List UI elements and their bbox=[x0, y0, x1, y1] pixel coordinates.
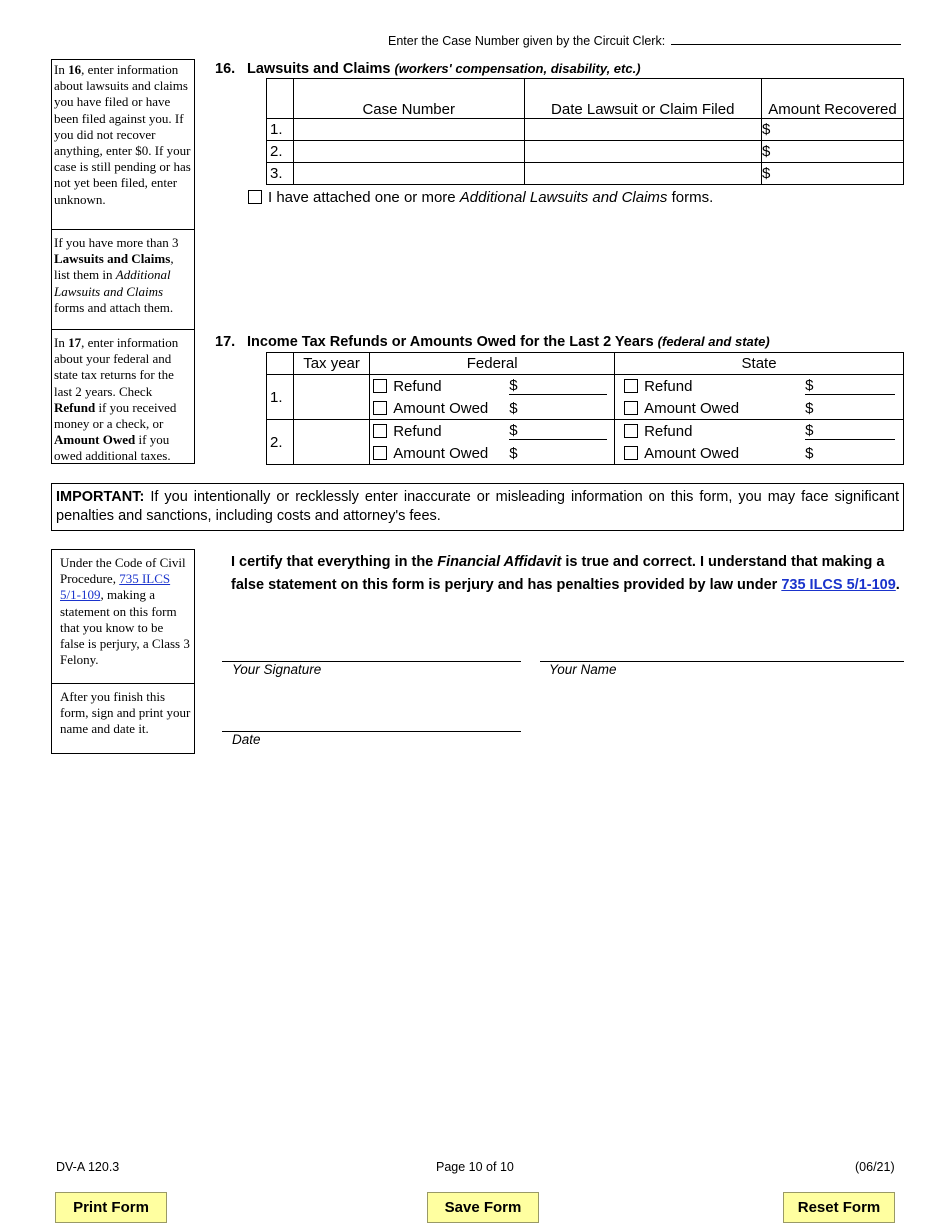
sidebar-note-sign bbox=[51, 683, 195, 754]
note-text: , enter information about lawsuits and claims you have filed or have been filed against you. If you did not recover anything, enter $0. If your case is still pending or has not yet been filed, enter unknown. bbox=[54, 62, 191, 207]
page-number: Page 10 of 10 bbox=[436, 1160, 514, 1174]
sidebar-note-17 bbox=[51, 329, 195, 464]
cert-text: is true and correct. I understand that making a false statement on this form is perjury and has penalties provided by law under bbox=[231, 554, 885, 593]
dollar-sign: $ bbox=[805, 377, 814, 394]
section-number: 17. bbox=[215, 334, 236, 350]
state-refund-row bbox=[615, 375, 903, 397]
note-text: , enter information about your federal and state tax returns for the last 2 years. Check bbox=[54, 335, 179, 399]
important-label: IMPORTANT: bbox=[56, 489, 145, 505]
section-subtitle: (federal and state) bbox=[657, 334, 770, 349]
amount-cell[interactable] bbox=[762, 119, 904, 141]
note-text: if you received money or a check, or bbox=[54, 399, 177, 432]
case-number-row bbox=[388, 33, 901, 48]
attach-text: I have attached one or more bbox=[268, 189, 460, 206]
refund-label: Refund bbox=[644, 422, 693, 440]
column-header: Case Number bbox=[293, 79, 524, 119]
federal-owed-checkbox[interactable] bbox=[373, 401, 387, 415]
note-bold: Lawsuits and Claims bbox=[54, 251, 171, 267]
case-number-cell[interactable] bbox=[293, 141, 524, 163]
state-refund-row bbox=[615, 420, 903, 442]
amount-cell[interactable] bbox=[762, 141, 904, 163]
column-header: State bbox=[615, 353, 904, 375]
federal-refund-row bbox=[370, 420, 614, 442]
table-header-row bbox=[267, 353, 904, 375]
note-bold: 16 bbox=[68, 62, 82, 77]
state-cell bbox=[615, 375, 904, 420]
state-owed-amount[interactable] bbox=[805, 445, 895, 462]
date-filed-cell[interactable] bbox=[524, 141, 762, 163]
federal-refund-checkbox[interactable] bbox=[373, 379, 387, 393]
cert-italic: Financial Affidavit bbox=[437, 554, 562, 570]
column-header: Date Lawsuit or Claim Filed bbox=[524, 79, 762, 119]
dollar-sign: $ bbox=[762, 143, 771, 160]
dollar-sign: $ bbox=[805, 422, 814, 439]
federal-owed-row bbox=[370, 397, 614, 419]
dollar-sign: $ bbox=[805, 444, 814, 462]
row-number: 1. bbox=[267, 119, 294, 141]
note-text: Under the Code of Civil Procedure, bbox=[60, 555, 186, 587]
state-owed-amount[interactable] bbox=[805, 400, 895, 417]
state-owed-checkbox[interactable] bbox=[624, 401, 638, 415]
table-row bbox=[267, 141, 904, 163]
dollar-sign: $ bbox=[762, 165, 771, 182]
date-filed-cell[interactable] bbox=[524, 163, 762, 185]
note-text: After you finish this form, sign and print your name and date it. bbox=[60, 689, 191, 737]
attach-forms-checkbox[interactable] bbox=[248, 190, 262, 204]
date-line[interactable] bbox=[222, 731, 521, 732]
owed-label: Amount Owed bbox=[393, 399, 489, 417]
row-number: 2. bbox=[267, 141, 294, 163]
note-text: , list them in bbox=[54, 251, 174, 283]
amount-cell[interactable] bbox=[762, 163, 904, 185]
section-heading: Income Tax Refunds or Amounts Owed for the Last 2 Years bbox=[247, 334, 654, 350]
section-17-title bbox=[215, 334, 770, 350]
table-row bbox=[267, 375, 904, 420]
signature-label: Your Signature bbox=[232, 662, 322, 677]
state-refund-amount[interactable] bbox=[805, 422, 895, 440]
row-number: 1. bbox=[267, 375, 294, 420]
federal-refund-row bbox=[370, 375, 614, 397]
state-owed-checkbox[interactable] bbox=[624, 446, 638, 460]
name-label: Your Name bbox=[549, 662, 617, 677]
cert-text: I certify that everything in the bbox=[231, 554, 438, 570]
table-row bbox=[267, 119, 904, 141]
dollar-sign: $ bbox=[509, 422, 518, 439]
sidebar-note-16 bbox=[51, 59, 195, 230]
federal-owed-amount[interactable] bbox=[509, 400, 607, 417]
date-filed-cell[interactable] bbox=[524, 119, 762, 141]
revision-date: (06/21) bbox=[855, 1160, 895, 1174]
tax-table bbox=[266, 352, 904, 465]
table-header-row bbox=[267, 79, 904, 119]
print-form-button[interactable]: Print Form bbox=[55, 1192, 167, 1223]
important-text: If you intentionally or recklessly enter inaccurate or misleading information on this form, you may face significant penalties and sanctions, including costs and attorney's fees. bbox=[56, 489, 899, 524]
case-number-label: Enter the Case Number given by the Circuit Clerk: bbox=[388, 34, 666, 48]
owed-label: Amount Owed bbox=[644, 399, 740, 417]
state-refund-amount[interactable] bbox=[805, 377, 895, 395]
save-form-button[interactable]: Save Form bbox=[427, 1192, 539, 1223]
dollar-sign: $ bbox=[509, 444, 518, 462]
dollar-sign: $ bbox=[509, 377, 518, 394]
attach-text: forms. bbox=[667, 189, 714, 206]
date-label: Date bbox=[232, 732, 261, 747]
section-16-title bbox=[215, 61, 641, 77]
note-text: forms and attach them. bbox=[54, 299, 174, 315]
federal-refund-checkbox[interactable] bbox=[373, 424, 387, 438]
note-text: , making a statement on this form that you know to be false is perjury, a Class 3 Felony. bbox=[60, 587, 190, 668]
federal-owed-checkbox[interactable] bbox=[373, 446, 387, 460]
refund-label: Refund bbox=[644, 377, 693, 395]
column-header: Amount Recovered bbox=[762, 79, 904, 119]
state-owed-row bbox=[615, 397, 903, 419]
certification-statement bbox=[231, 551, 901, 596]
case-number-cell[interactable] bbox=[293, 119, 524, 141]
note-bold: Amount Owed bbox=[54, 432, 136, 448]
state-refund-checkbox[interactable] bbox=[624, 379, 638, 393]
case-number-cell[interactable] bbox=[293, 163, 524, 185]
tax-year-cell[interactable] bbox=[293, 375, 369, 420]
form-code: DV-A 120.3 bbox=[56, 1160, 120, 1174]
state-cell bbox=[615, 420, 904, 465]
note-italic: Additional Lawsuits and Claims bbox=[54, 267, 171, 299]
lawsuits-table bbox=[266, 78, 904, 185]
column-header: Federal bbox=[370, 353, 615, 375]
table-row bbox=[267, 420, 904, 465]
row-number: 3. bbox=[267, 163, 294, 185]
state-owed-row bbox=[615, 442, 903, 464]
cert-ilcs-link[interactable]: 735 ILCS 5/1-109 bbox=[781, 576, 896, 593]
column-header: Tax year bbox=[293, 353, 369, 375]
section-heading: Lawsuits and Claims bbox=[247, 61, 391, 77]
refund-label: Refund bbox=[393, 422, 442, 440]
federal-cell bbox=[370, 375, 615, 420]
federal-owed-row bbox=[370, 442, 614, 464]
sidebar-note-additional bbox=[51, 229, 195, 330]
tax-year-cell[interactable] bbox=[293, 420, 369, 465]
attach-forms-row bbox=[248, 189, 713, 206]
reset-form-button[interactable]: Reset Form bbox=[783, 1192, 895, 1223]
note-text: If you have more than 3 bbox=[54, 235, 179, 250]
dollar-sign: $ bbox=[805, 399, 814, 417]
cert-text: . bbox=[895, 576, 900, 593]
table-row bbox=[267, 163, 904, 185]
federal-cell bbox=[370, 420, 615, 465]
federal-refund-amount[interactable] bbox=[509, 422, 607, 440]
federal-owed-amount[interactable] bbox=[509, 445, 607, 462]
attach-text-italic: Additional Lawsuits and Claims bbox=[459, 189, 668, 206]
dollar-sign: $ bbox=[762, 121, 771, 138]
section-subtitle: (workers' compensation, disability, etc.) bbox=[394, 61, 641, 76]
ilcs-link[interactable]: 735 ILCS 5/1-109 bbox=[60, 571, 171, 603]
note-text: In bbox=[54, 335, 69, 350]
refund-label: Refund bbox=[393, 377, 442, 395]
federal-refund-amount[interactable] bbox=[509, 377, 607, 395]
section-number: 16. bbox=[215, 61, 236, 77]
dollar-sign: $ bbox=[509, 399, 518, 417]
case-number-input[interactable] bbox=[671, 33, 901, 45]
state-refund-checkbox[interactable] bbox=[624, 424, 638, 438]
note-text: In bbox=[54, 62, 69, 77]
sidebar-note-perjury bbox=[51, 549, 195, 684]
note-text: if you owed additional taxes. bbox=[54, 432, 171, 464]
owed-label: Amount Owed bbox=[393, 444, 489, 462]
row-number: 2. bbox=[267, 420, 294, 465]
note-bold: 17 bbox=[68, 335, 82, 350]
important-notice bbox=[51, 483, 904, 531]
owed-label: Amount Owed bbox=[644, 444, 740, 462]
note-bold: Refund bbox=[54, 399, 96, 415]
